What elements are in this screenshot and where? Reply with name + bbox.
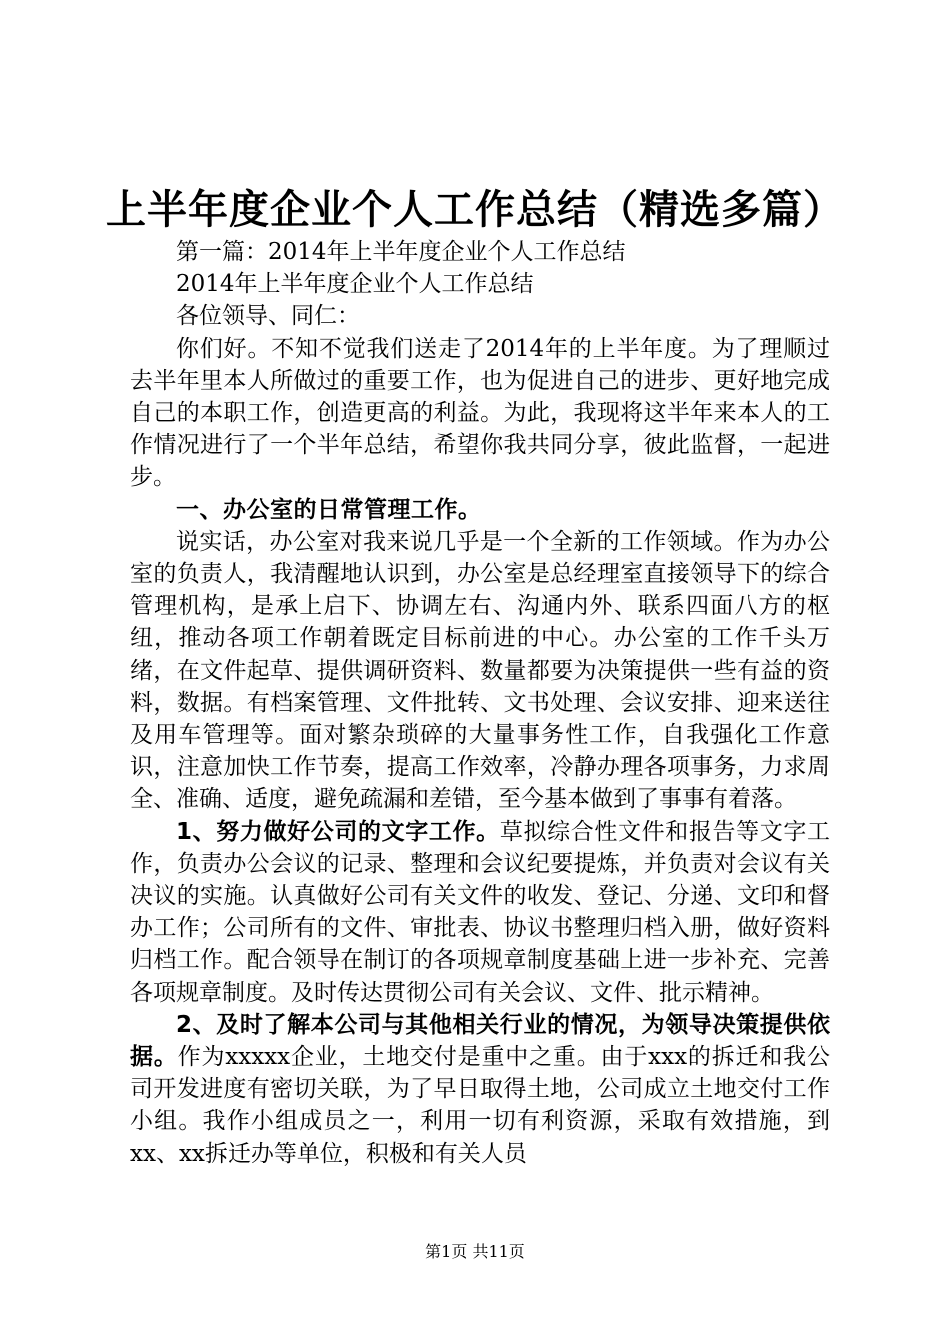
- section-1-heading: 一、办公室的日常管理工作。: [176, 496, 482, 523]
- intro-paragraph: 你们好。不知不觉我们送走了2014年的上半年度。为了理顺过去半年里本人所做过的重要工作，也为促进自己的进步、更好地完成自己的本职工作，创造更高的利益。为此，我现将这半年来本人的工作情况进行了一个半年总结，希望你我共同分享，彼此监督，一起进步。: [130, 335, 830, 491]
- item-1-body: 草拟综合性文件和报告等文字工作，负责办公会议的记录、整理和会议纪要提炼，并负责对会议有关决议的实施。认真做好公司有关文件的收发、登记、分递、文印和督办工作；公司所有的文件、审批表、协议书整理归档入册，做好资料归档工作。配合领导在制订的各项规章制度基础上进一步补充、完善各项规章制度。及时传达贯彻公司有关会议、文件、批示精神。: [130, 818, 830, 1006]
- item-2-body: 作为xxxxx企业，土地交付是重中之重。由于xxx的拆迁和我公司开发进度有密切关联，为了早日取得土地，公司成立土地交付工作小组。我作小组成员之一，利用一切有利资源，采取有效措施，到xx、xx拆迁办等单位，积极和有关人员: [130, 1044, 830, 1167]
- item-2-heading: 2、及时了解本公司与其他相关行业的情况，为领导决策提供依据。: [130, 1011, 830, 1071]
- item-1-heading: 1、努力做好公司的文字工作。: [176, 818, 500, 845]
- section-1-paragraph: 说实话，办公室对我来说几乎是一个全新的工作领域。作为办公室的负责人，我清醒地认识到，办公室是总经理室直接领导下的综合管理机构，是承上启下、协调左右、沟通内外、联系四面八方的枢纽，推动各项工作朝着既定目标前进的中心。办公室的工作千头万绪，在文件起草、提供调研资料、数量都要为决策提供一些有益的资料，数据。有档案管理、文件批转、文书处理、会议安排、迎来送往及用车管理等。面对繁杂琐碎的大量事务性工作，自我强化工作意识，注意加快工作节奏，提高工作效率，冷静办理各项事务，力求周全、准确、适度，避免疏漏和差错，至今基本做到了事事有着落。: [130, 528, 830, 813]
- salutation: 各位领导、同仁：: [176, 303, 360, 330]
- document-body: [130, 236, 830, 1170]
- chapter-heading: 第一篇：2014年上半年度企业个人工作总结: [176, 239, 626, 265]
- item-2-paragraph: [130, 1009, 830, 1170]
- document-title: 上半年度企业个人工作总结（精选多篇）: [106, 187, 844, 233]
- document-subtitle: 2014年上半年度企业个人工作总结: [176, 271, 534, 298]
- page-footer: 第1页 共11页: [425, 1242, 525, 1261]
- item-1-paragraph: [130, 816, 830, 1009]
